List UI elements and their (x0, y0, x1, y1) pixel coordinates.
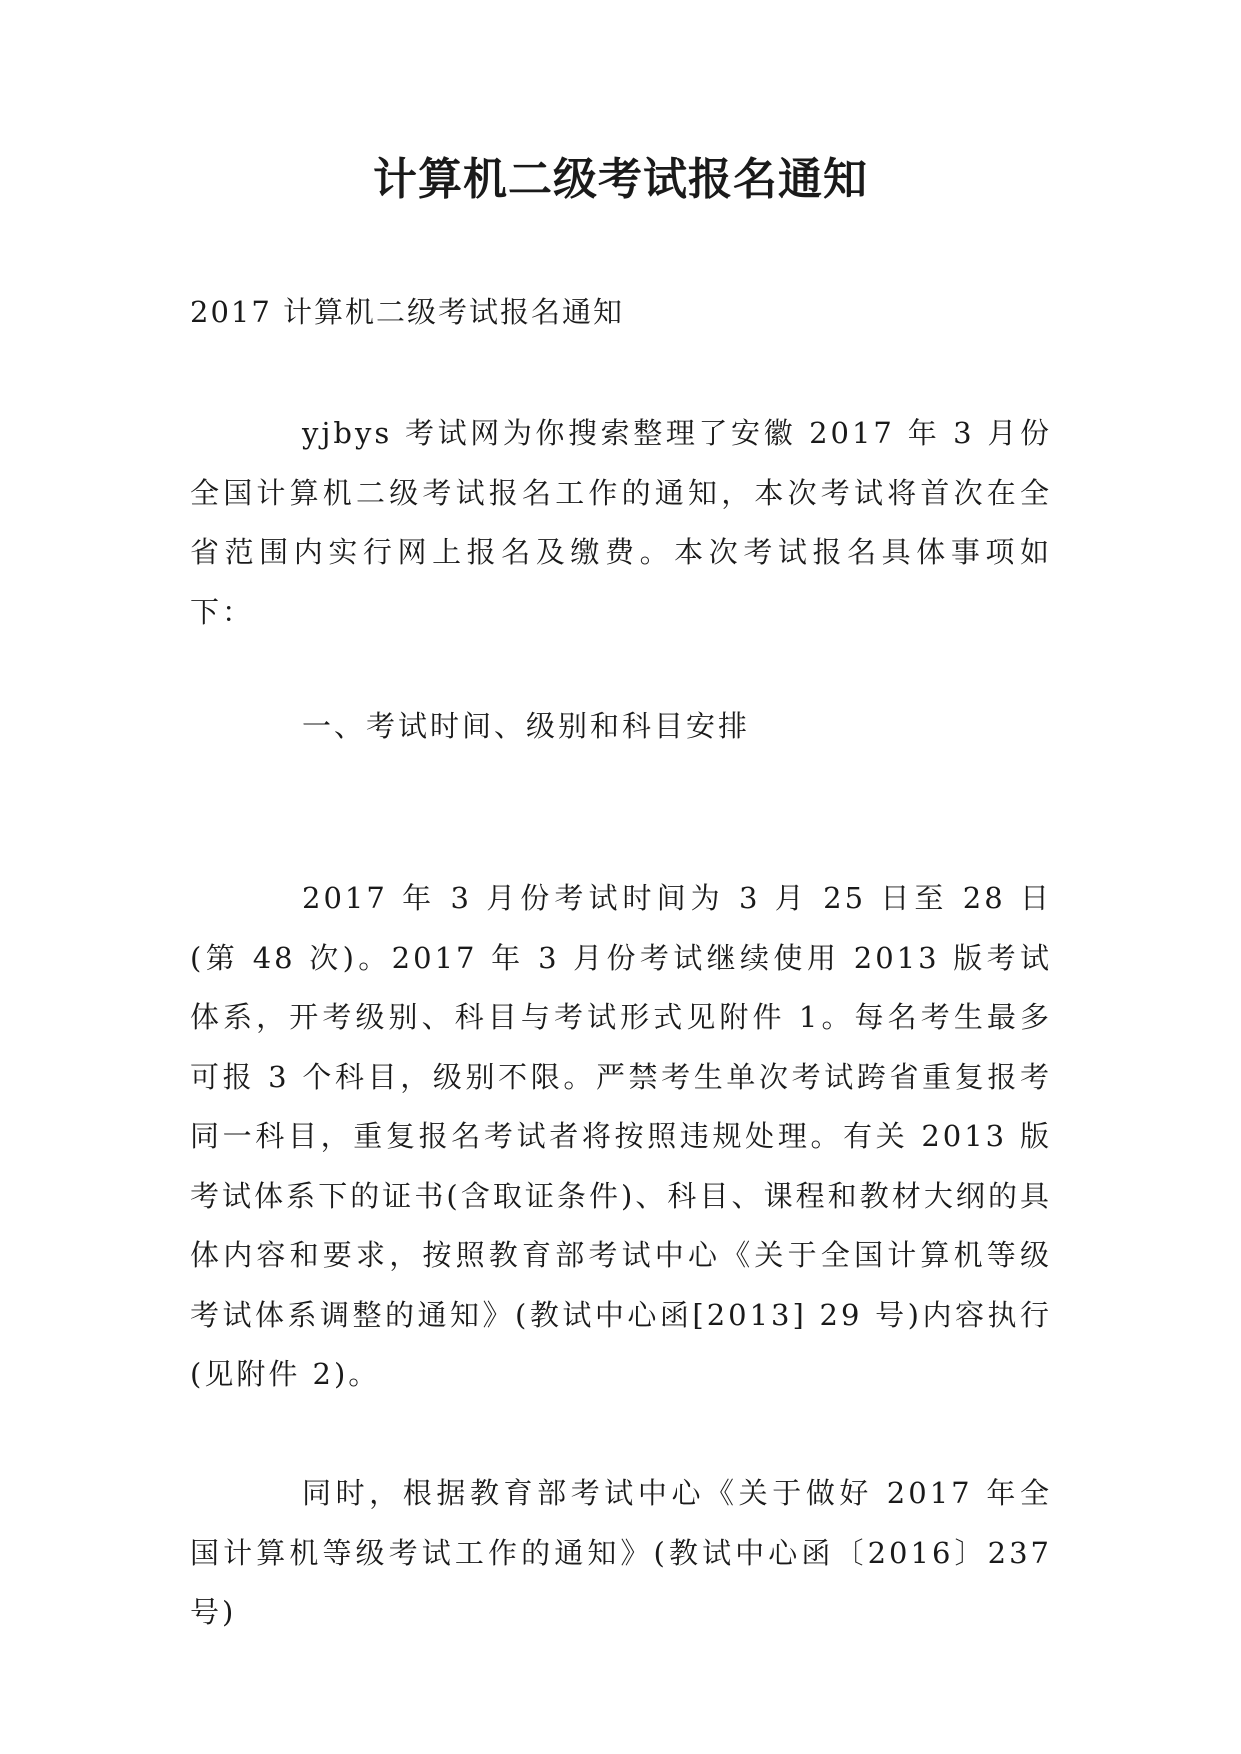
document-title: 计算机二级考试报名通知 (373, 154, 868, 205)
notice-paragraph: 同时，根据教育部考试中心《关于做好 2017 年全国计算机等级考试工作的通知》(教试中心函〔2016〕237 号) (190, 1476, 1052, 1629)
exam-schedule-paragraph: 2017 年 3 月份考试时间为 3 月 25 日至 28 日(第 48 次)。2017 年 3 月份考试继续使用 2013 版考试体系，开考级别、科目与考试形式见附件 1。每名考生最多可报 3 个科目，级别不限。严禁考生单次考试跨省重复报考同一科目，重复报名考试者将按照违规处理。有关 2013 版考试体系下的证书(含取证条件)、科目、课程和教材大纲的具体内容和要求，按照教育部考试中心《关于全国计算机等级考试体系调整的通知》(教试中心函[2013] 29 号)内容执行(见附件 2)。 (190, 881, 1052, 1391)
document-subtitle: 2017 计算机二级考试报名通知 (190, 295, 625, 329)
section-heading: 一、考试时间、级别和科目安排 (302, 709, 751, 743)
intro-paragraph: yjbys 考试网为你搜索整理了安徽 2017 年 3 月份全国计算机二级考试报名工作的通知，本次考试将首次在全省范围内实行网上报名及缴费。本次考试报名具体事项如下： (190, 416, 1052, 629)
